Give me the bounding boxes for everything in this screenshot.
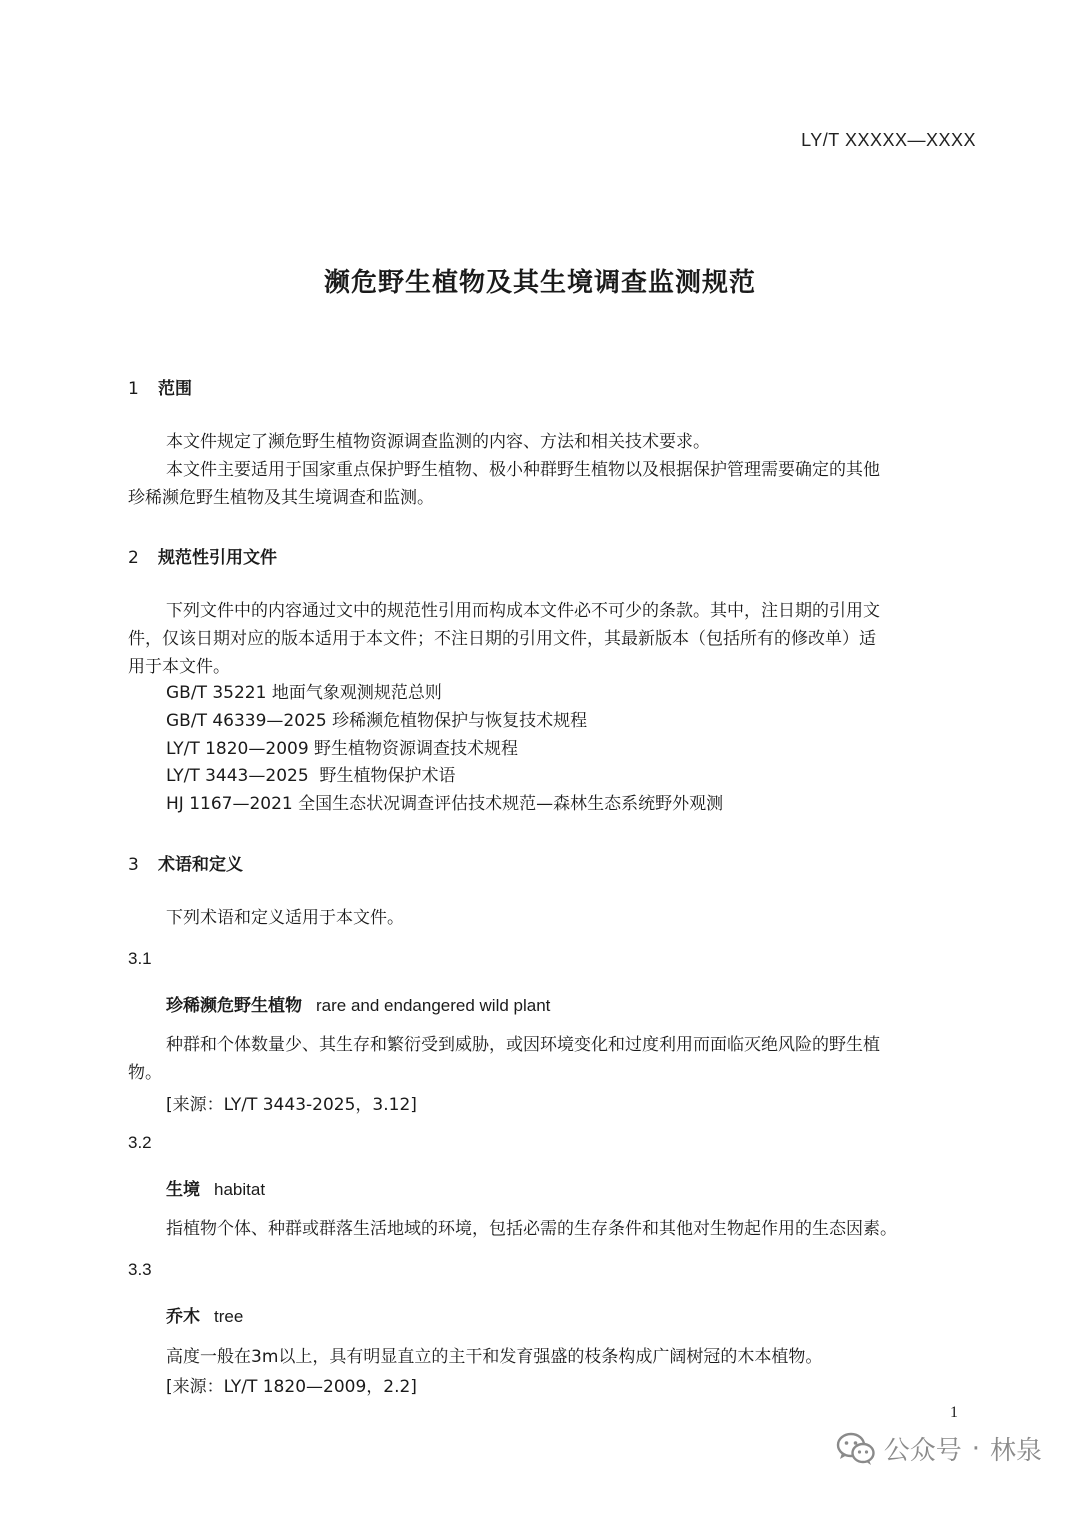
clause-number: 3.1 [128,949,152,968]
term-definition: 高度一般在3m以上，具有明显直立的主干和发育强盛的枝条构成广阔树冠的木本植物。 [166,1347,823,1367]
term-source: [来源：LY/T 3443-2025，3.12] [166,1095,417,1115]
section-3-heading [128,850,243,875]
term-definition: 种群和个体数量少、其生存和繁衍受到威胁，或因环境变化和过度利用而面临灭绝风险的野生植 物。 [128,1035,880,1083]
terms-intro: 下列术语和定义适用于本文件。 [166,908,404,928]
reference-item: HJ 1167—2021 全国生态状况调查评估技术规范—森林生态系统野外观测 [166,794,724,815]
wechat-watermark [836,1430,1042,1467]
watermark-separator: · [971,1433,980,1464]
clause-number: 3.3 [128,1260,152,1279]
term-heading: 珍稀濒危野生植物 rare and endangered wild plant [166,996,551,1016]
term-heading: 乔木 tree [166,1307,244,1327]
reference-item: GB/T 35221 地面气象观测规范总则 [166,683,442,703]
term-definition: 指植物个体、种群或群落生活地域的环境，包括必需的生存条件和其他对生物起作用的生态因素。 [166,1219,897,1239]
reference-item: LY/T 3443—2025 野生植物保护术语 [166,766,456,787]
reference-item: GB/T 46339—2025 珍稀濒危植物保护与恢复技术规程 [166,710,588,731]
section-number: 2 [128,548,139,568]
section-title: 术语和定义 [158,855,243,875]
clause-number: 3.2 [128,1133,152,1152]
section-1-heading [128,374,192,399]
watermark-name: 林泉 [989,1436,1042,1466]
normative-references-intro: 下列文件中的内容通过文中的规范性引用而构成本文件必不可少的条款。其中，注日期的引用文 件，仅该日期对应的版本适用于本文件；不注日期的引用文件，其最新版本（包括所有的修改单）适 用于本文件。 [128,601,880,677]
scope-paragraph-2: 本文件主要适用于国家重点保护野生植物、极小种群野生植物以及根据保护管理需要确定的其他 珍稀濒危野生植物及其生境调查和监测。 [128,460,880,508]
section-title: 规范性引用文件 [158,548,277,568]
wechat-icon [836,1432,876,1466]
term-source: [来源：LY/T 1820—2009，2.2] [166,1377,417,1397]
section-number: 3 [128,855,139,875]
section-number: 1 [128,379,139,399]
reference-item: LY/T 1820—2009 野生植物资源调查技术规程 [166,738,519,759]
scope-paragraph-1: 本文件规定了濒危野生植物资源调查监测的内容、方法和相关技术要求。 [166,432,710,452]
page-title: 濒危野生植物及其生境调查监测规范 [323,268,756,298]
reference-list [166,680,723,819]
watermark-label: 公众号 [883,1436,962,1466]
section-title: 范围 [158,379,192,399]
term-heading: 生境 habitat [166,1180,266,1200]
document-code: LY/T XXXXX—XXXX [801,130,976,150]
section-2-heading [128,543,277,568]
page-number: 1 [950,1404,958,1421]
